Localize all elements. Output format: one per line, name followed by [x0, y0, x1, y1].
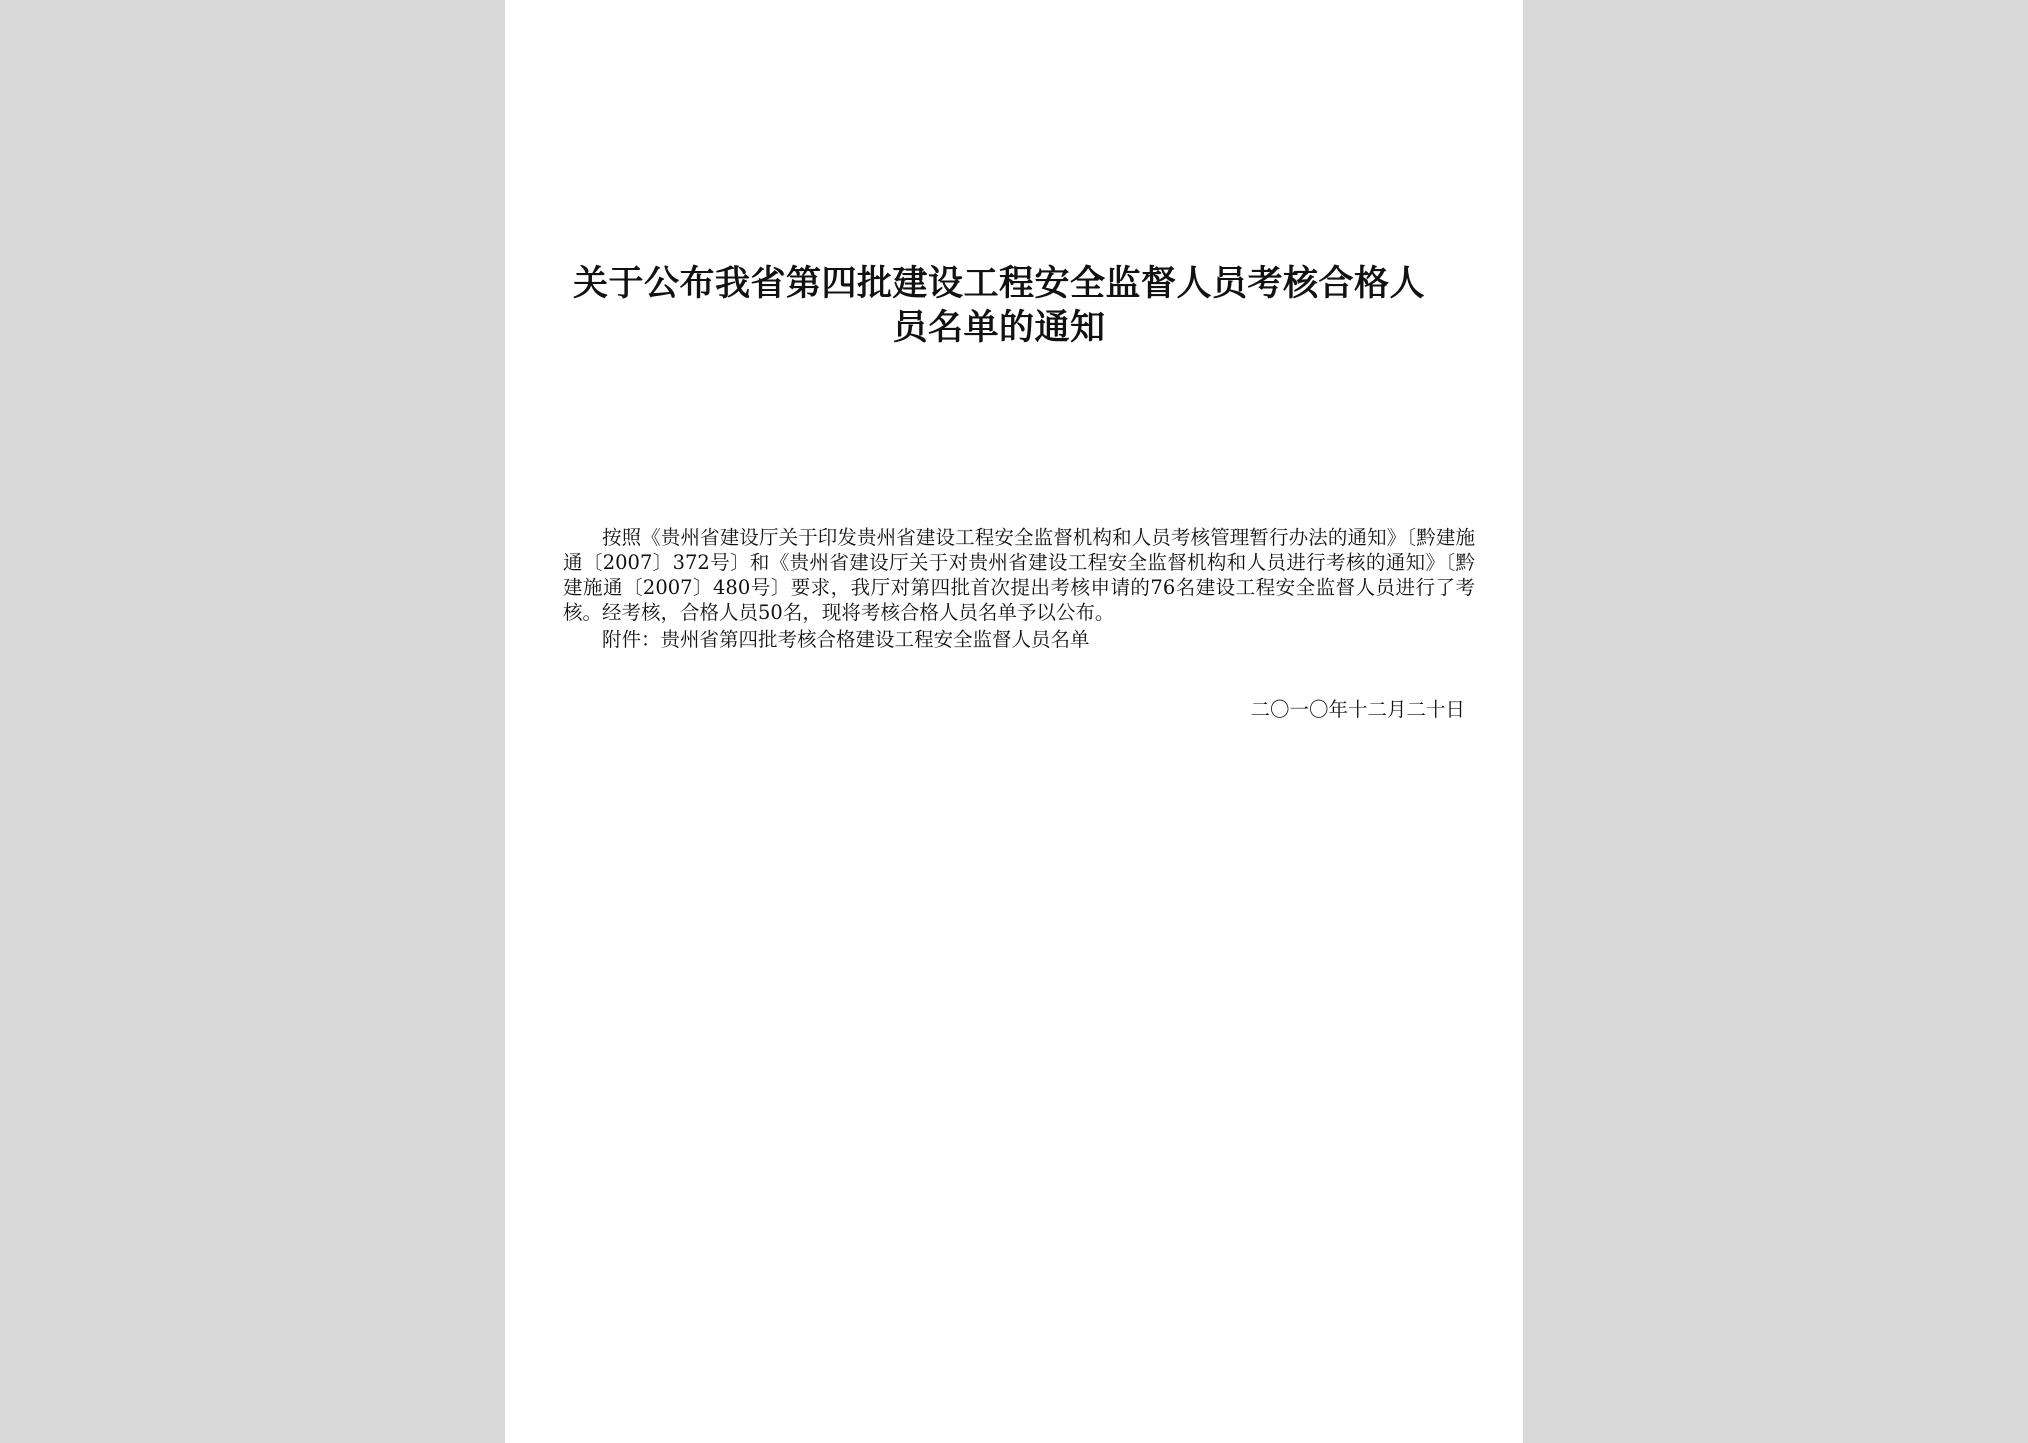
- document-page: [505, 0, 1523, 1443]
- attachment-line: 附件：贵州省第四批考核合格建设工程安全监督人员名单: [602, 628, 1090, 651]
- document-date: 二〇一〇年十二月二十日: [1250, 698, 1465, 721]
- document-title: 关于公布我省第四批建设工程安全监督人员考核合格人员名单的通知: [572, 263, 1425, 348]
- document-body: [563, 525, 1475, 652]
- body-paragraph: 按照《贵州省建设厅关于印发贵州省建设工程安全监督机构和人员考核管理暂行办法的通知》〔黔建施通〔2007〕372号〕和《贵州省建设厅关于对贵州省建设工程安全监督机构和人员进行考核的通知》〔黔建施通〔2007〕480号〕要求，我厅对第四批首次提出考核申请的76名建设工程安全监督人员进行了考核。经考核，合格人员50名，现将考核合格人员名单予以公布。: [563, 526, 1475, 624]
